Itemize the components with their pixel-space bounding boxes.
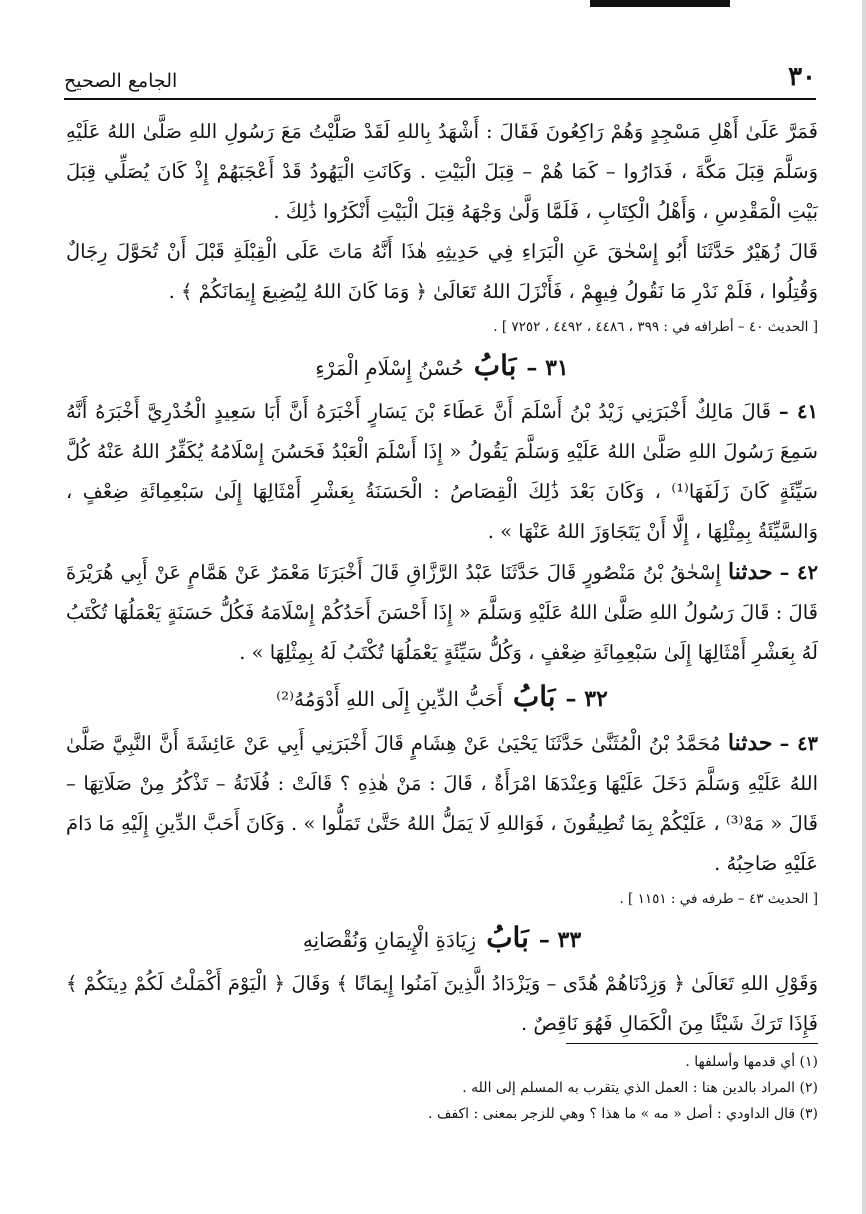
footnote-2: (٢) المراد بالدين هنا : العمل الذي يتقرب به المسلم إلى الله . — [462, 1080, 818, 1096]
chapter-number: ٣٣ – — [538, 927, 582, 953]
hadith-40-reference: [ الحديث ٤٠ – أطرافه في : ٣٩٩ ، ٤٤٨٦ ، ٤٤٩٢ ، ٧٢٥٢ ] . — [493, 319, 818, 335]
hadith-number: ٤٢ – — [779, 561, 818, 584]
paragraph-zuhayr: قَالَ زُهَيْرٌ حَدَّثَنَا أَبُو إِسْحٰقَ عَنِ الْبَرَاءِ فِي حَدِيثِهِ هٰذَا أَنَّهُ مَاتَ عَلَى الْقِبْلَةِ قَبْلَ أَنْ تُحَوَّلَ رِجَالٌ وَقُتِلُوا ، فَلَمْ نَدْرِ مَا نَقُولُ فِيهِمْ ، فَأَنْزَلَ اللهُ تَعَالَىٰ ﴿ وَمَا كَانَ اللهُ لِيُضِيعَ إِيمَانَكُمْ ﴾ . — [66, 240, 818, 303]
page-number: ٣٠ — [788, 62, 816, 92]
paragraph-quran-verses: وَقَوْلِ اللهِ تَعَالَىٰ ﴿ وَزِدْنَاهُمْ هُدًى – وَيَزْدَادُ الَّذِينَ آمَنُوا إِيمَانًا ﴾ وَقَالَ ﴿ الْيَوْمَ أَكْمَلْتُ لَكُمْ دِينَكُمْ ﴾ فَإِذَا تَرَكَ شَيْئًا مِنَ الْكَمَالِ فَهُوَ نَاقِصٌ . — [66, 972, 818, 1035]
footnote-rule — [566, 1043, 818, 1044]
running-title: الجامع الصحيح — [64, 70, 178, 92]
hadith-43 — [66, 723, 818, 884]
hadith-text: قَالَ مَالِكٌ أَخْبَرَنِي زَيْدُ بْنُ أَسْلَمَ أَنَّ عَطَاءَ بْنَ يَسَارٍ أَخْبَرَهُ أَنَّ أَبَا سَعِيدٍ الْخُدْرِيَّ أَخْبَرَهُ أَنَّهُ سَمِعَ رَسُولَ اللهِ صَلَّىٰ اللهُ عَلَيْهِ وَسَلَّمَ يَقُولُ « إِذَا أَسْلَمَ الْعَبْدُ فَحَسُنَ إِسْلَامُهُ يُكَفِّرُ اللهُ عَنْهُ كُلَّ سَيِّئَةٍ كَانَ زَلَفَهَا⁽¹⁾ ، وَكَانَ بَعْدَ ذَٰلِكَ الْقِصَاصُ : الْحَسَنَةُ بِعَشْرِ أَمْثَالِهَا إِلَىٰ سَبْعِمِائَةِ ضِعْفٍ ، وَالسَّيِّئَةُ بِمِثْلِهَا ، إِلَّا أَنْ يَتَجَاوَزَ اللهُ عَنْهَا » . — [66, 400, 818, 543]
top-edge-mark — [590, 0, 730, 7]
paragraph-continuation: فَمَرَّ عَلَىٰ أَهْلِ مَسْجِدٍ وَهُمْ رَاكِعُونَ فَقَالَ : أَشْهَدُ بِاللهِ لَقَدْ صَلَّيْتُ مَعَ رَسُولِ اللهِ صَلَّىٰ اللهُ عَلَيْهِ وَسَلَّمَ قِبَلَ مَكَّةَ ، فَدَارُوا – كَمَا هُمْ – قِبَلَ الْبَيْتِ . وَكَانَتِ الْيَهُودُ قَدْ أَعْجَبَهُمْ إِذْ كَانَ يُصَلِّي قِبَلَ بَيْتِ الْمَقْدِسِ ، وَأَهْلُ الْكِتَابِ ، فَلَمَّا وَلَّىٰ وَجْهَهُ قِبَلَ الْبَيْتِ أَنْكَرُوا ذَٰلِكَ . — [66, 120, 818, 223]
hadith-number: ٤١ – — [778, 400, 818, 423]
footnote-3: (٣) قال الداودي : أصل « مه » ما هذا ؟ وهي للزجر بمعنى : اكفف . — [428, 1106, 818, 1122]
chapter-32-heading — [66, 677, 818, 719]
haddathana-mark: حدثنا — [727, 730, 773, 756]
haddathana-mark: حدثنا — [727, 559, 773, 585]
chapter-word: بَابُ — [473, 349, 517, 382]
chapter-title: زِيَادَةِ الْإِيمَانِ وَنُقْصَانِهِ — [302, 928, 477, 952]
hadith-41 — [66, 392, 818, 552]
chapter-word: بَابُ — [486, 921, 529, 954]
hadith-text: إِسْحٰقُ بْنُ مَنْصُورٍ قَالَ حَدَّثَنَا عَبْدُ الرَّزَّاقِ قَالَ أَخْبَرَنَا مَعْمَرٌ عَنْ هَمَّامٍ عَنْ أَبِي هُرَيْرَةَ قَالَ : قَالَ رَسُولُ اللهِ صَلَّىٰ اللهُ عَلَيْهِ وَسَلَّمَ « إِذَا أَحْسَنَ أَحَدُكُمْ إِسْلَامَهُ فَكُلُّ حَسَنَةٍ يَعْمَلُهَا تُكْتَبُ لَهُ بِعَشْرِ أَمْثَالِهَا إِلَىٰ سَبْعِمِائَةِ ضِعْفٍ ، وَكُلُّ سَيِّئَةٍ يَعْمَلُهَا تُكْتَبُ لَهُ بِمِثْلِهَا » . — [66, 561, 818, 664]
footnote-1: (١) أي قدمها وأسلفها . — [685, 1054, 818, 1070]
hadith-number: ٤٣ – — [779, 732, 819, 755]
hadith-text: مُحَمَّدُ بْنُ الْمُثَنَّىٰ حَدَّثَنَا يَحْيَىٰ عَنْ هِشَامٍ قَالَ أَخْبَرَنِي أَبِي عَنْ عَائِشَةَ أَنَّ النَّبِيَّ صَلَّىٰ اللهُ عَلَيْهِ وَسَلَّمَ دَخَلَ عَلَيْهَا وَعِنْدَهَا امْرَأَةٌ ، قَالَ : مَنْ هٰذِهِ ؟ قَالَتْ : فُلَانَةُ – تَذْكُرُ مِنْ صَلَاتِهَا – قَالَ « مَهْ⁽³⁾ ، عَلَيْكُمْ بِمَا تُطِيقُونَ ، فَوَاللهِ لَا يَمَلُّ اللهُ حَتَّىٰ تَمَلُّوا » . وَكَانَ أَحَبَّ الدِّينِ إِلَيْهِ مَا دَامَ عَلَيْهِ صَاحِبُهُ . — [66, 732, 818, 875]
chapter-33-heading — [66, 918, 818, 960]
chapter-title: أَحَبُّ الدِّينِ إِلَى اللهِ أَدْوَمُهُ⁽²⁾ — [276, 687, 503, 711]
chapter-number: ٣١ – — [526, 355, 569, 381]
page-edge-shadow — [862, 0, 866, 1214]
header-rule — [64, 98, 816, 100]
hadith-43-reference: [ الحديث ٤٣ – طرفه في : ١١٥١ ] . — [619, 891, 818, 907]
chapter-title: حُسْنُ إِسْلَامِ الْمَرْءِ — [315, 356, 464, 380]
page-header — [64, 58, 816, 92]
footnotes — [300, 1049, 818, 1127]
chapter-31-heading — [66, 346, 818, 388]
chapter-word: بَابُ — [512, 680, 556, 713]
page-body — [66, 112, 818, 1044]
hadith-42 — [66, 552, 818, 673]
chapter-number: ٣٢ – — [565, 686, 608, 712]
